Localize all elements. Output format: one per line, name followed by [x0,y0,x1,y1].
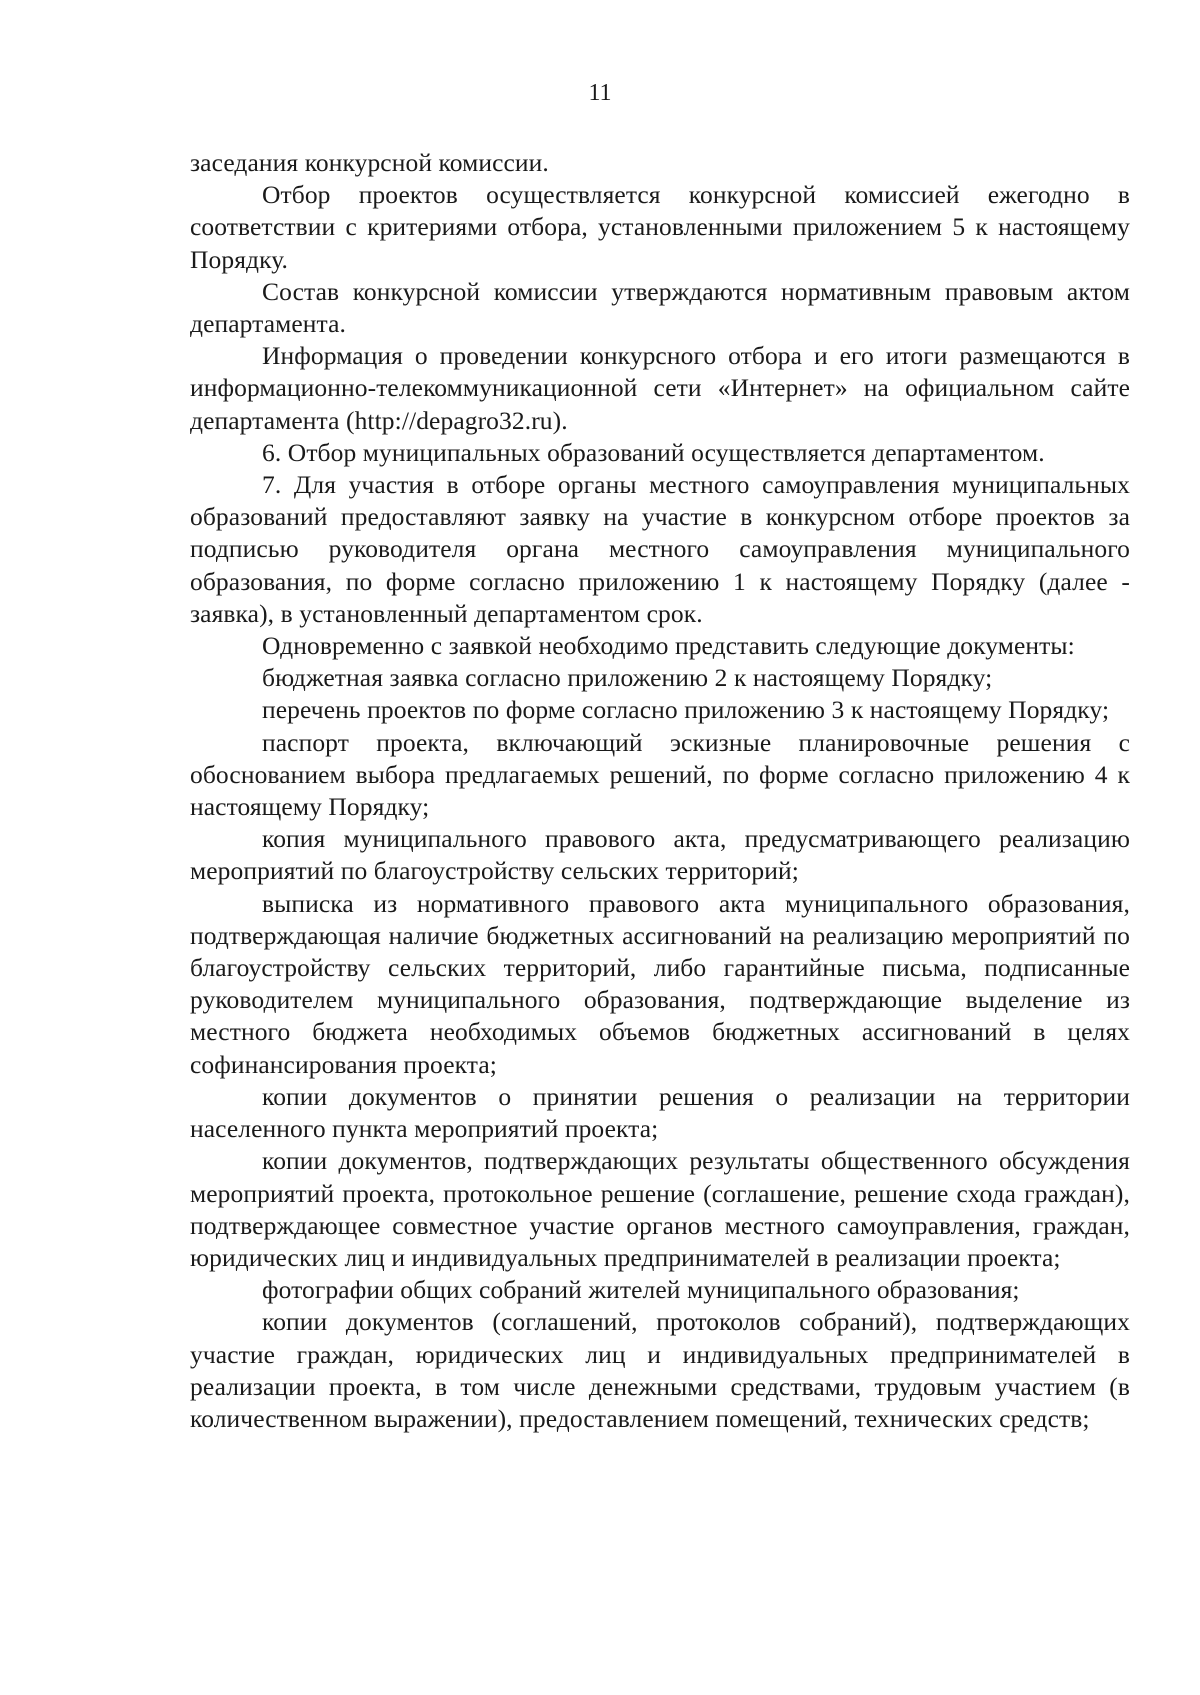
list-item: бюджетная заявка согласно приложению 2 к настоящему Порядку; [262,663,993,693]
list-item: выписка из нормативного правового акта муниципального образования, подтверждающая наличие бюджетных ассигнований на реализацию мероприятий по благоустройству сельских территорий, либо гарантийные письма, подписанные руководителем муниципального образования, подтверждающие выделение из местного бюджета необходимых объемов бюджетных ассигнований в целях софинансирования проекта; [190,888,1130,1079]
list-item: копии документов, подтверждающих результаты общественного обсуждения мероприятий проекта, протокольное решение (соглашение, решение схода граждан), подтверждающее совместное участие органов местного самоуправления, граждан, юридических лиц и индивидуальных предпринимателей в реализации проекта; [190,1146,1130,1272]
list-item: паспорт проекта, включающий эскизные планировочные решения с обоснованием выбора предлагаемых решений, по форме согласно приложению 4 к настоящему Порядку; [190,727,1130,822]
paragraph: Информация о проведении конкурсного отбора и его итоги размещаются в информационно-телекоммуникационной сети «Интернет» на официальном сайте департамента (http://depagro32.ru). [190,341,1130,435]
list-item: фотографии общих собраний жителей муниципального образования; [262,1275,1020,1305]
list-item: копии документов о принятии решения о реализации на территории населенного пункта мероприятий проекта; [190,1081,1130,1144]
paragraph: Отбор проектов осуществляется конкурсной комиссией ежегодно в соответствии с критериями отбора, установленными приложением 5 к настоящему Порядку. [190,180,1130,274]
list-item: перечень проектов по форме согласно приложению 3 к настоящему Порядку; [262,695,1110,725]
paragraph: Одновременно с заявкой необходимо представить следующие документы: [262,631,1075,661]
list-item: копии документов (соглашений, протоколов собраний), подтверждающих участие граждан, юридических лиц и индивидуальных предпринимателей в реализации проекта, в том числе денежными средствами, трудовым участием (в количественном выражении), предоставлением помещений, технических средств; [190,1307,1130,1433]
page-number: 11 [588,80,612,106]
paragraph: 7. Для участия в отборе органы местного самоуправления муниципальных образований предоставляют заявку на участие в конкурсном отборе проектов за подписью руководителя органа местного самоуправления муниципального образования, по форме согласно приложению 1 к настоящему Порядку (далее - заявка), в установленный департаментом срок. [190,470,1130,628]
paragraph: 6. Отбор муниципальных образований осуществляется департаментом. [262,437,1045,467]
list-item: копия муниципального правового акта, предусматривающего реализацию мероприятий по благоустройству сельских территорий; [190,824,1130,886]
paragraph: Состав конкурсной комиссии утверждаются нормативным правовым актом департамента. [190,276,1130,339]
document-body [190,147,1130,1435]
paragraph: заседания конкурсной комиссии. [190,148,549,177]
